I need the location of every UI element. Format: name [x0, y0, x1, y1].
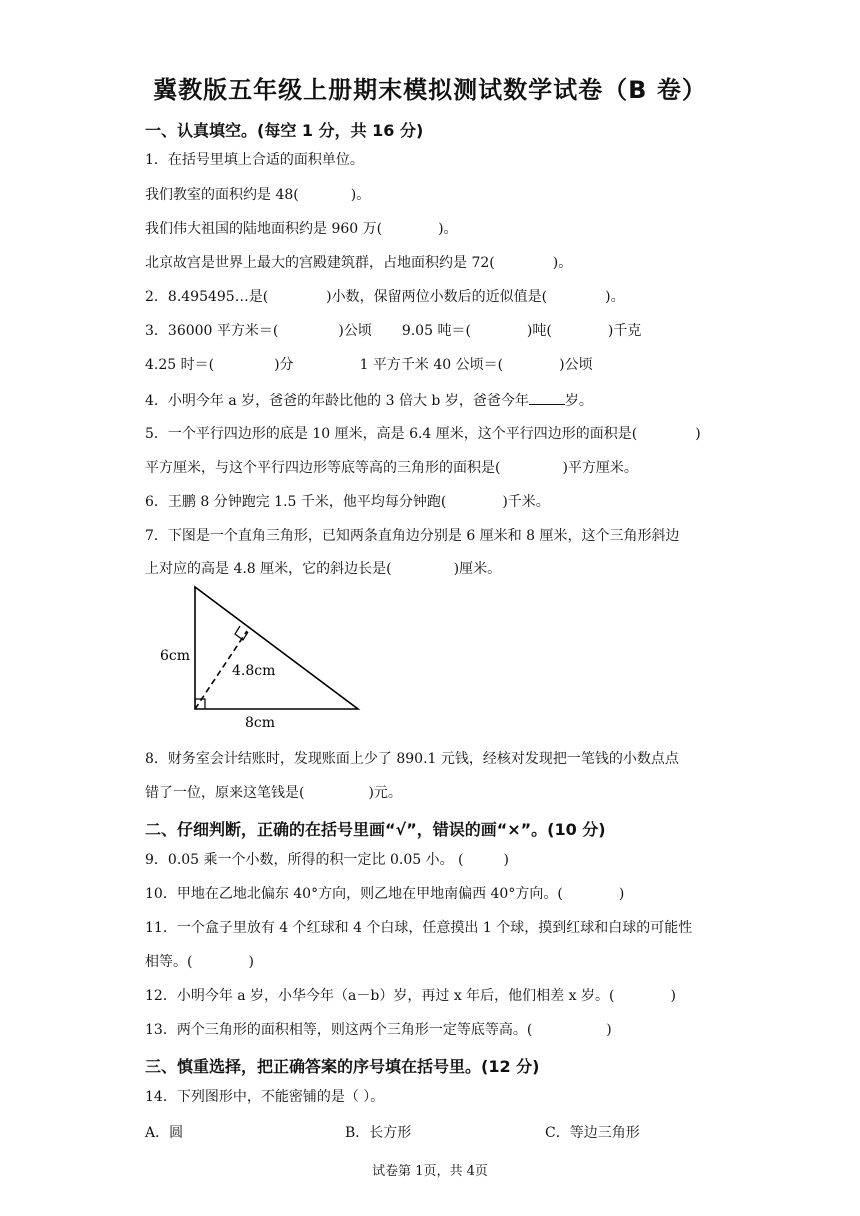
q3-b2: )吨(: [526, 323, 552, 339]
q14-option-c[interactable]: C．等边三角形: [545, 1125, 640, 1141]
q3-c2: )分: [274, 357, 294, 373]
q1-c: [145, 254, 572, 272]
label-8cm: 8cm: [245, 715, 276, 731]
q14-option-a[interactable]: A．圆: [145, 1125, 184, 1141]
q6: [145, 493, 550, 511]
q7-line2: [145, 560, 501, 578]
q7-l2-pre: 上对应的高是 4.8 厘米，它的斜边长是(: [145, 561, 392, 577]
q1-a-pre: 我们教室的面积约是 48(: [145, 187, 299, 203]
q11-l2-pre: 相等。(: [145, 954, 193, 970]
q8-l2-pre: 错了一位，原来这笔钱是(: [145, 785, 305, 801]
q2: [145, 288, 625, 306]
q11-l2-post: ): [248, 954, 254, 970]
q5-l1-post: ): [695, 426, 701, 442]
q3-d1: 1 平方千米 40 公顷＝(: [359, 357, 504, 373]
q14-stem: 14．下列图形中，不能密铺的是（ ）。: [145, 1089, 385, 1105]
q1-b: [145, 220, 458, 238]
q9: [145, 851, 509, 869]
q1-a: [145, 186, 370, 204]
q3-c1: 4.25 时＝(: [145, 357, 215, 373]
label-4-8cm: 4.8cm: [232, 663, 276, 679]
q5-l2-pre: 平方厘米，与这个平行四边形等底等高的三角形的面积是(: [145, 460, 501, 476]
q5-l2-post: )平方厘米。: [562, 460, 638, 476]
q7-l2-post: )厘米。: [453, 561, 502, 577]
q4-part2: 岁。: [564, 393, 593, 409]
exam-title: 冀教版五年级上册期末模拟测试数学试卷（B 卷）: [153, 76, 707, 104]
q3-a1: 3．36000 平方米＝(: [145, 323, 279, 339]
q10-post: ): [618, 886, 625, 902]
q2-part3: )。: [605, 289, 625, 305]
q3-b1: 9.05 吨＝(: [401, 323, 471, 339]
q5-line1: [145, 425, 701, 443]
q3-a2: )公顷: [338, 323, 372, 339]
q9-post: ): [503, 852, 509, 868]
q1-c-post: )。: [552, 255, 573, 271]
section-3-heading: 三、慎重选择，把正确答案的序号填在括号里。(12 分): [145, 1057, 540, 1076]
q3-b3: )千克: [607, 323, 642, 339]
q3-row1: [145, 322, 641, 340]
q4: [145, 390, 593, 410]
triangle-outline: [195, 587, 358, 709]
q2-part1: 2．8.495495…是(: [145, 289, 269, 305]
section-2-heading: 二、仔细判断，正确的在括号里画“√”，错误的画“×”。(10 分): [145, 820, 606, 839]
right-triangle-figure: [155, 580, 370, 732]
q3-d2: )公顷: [559, 357, 593, 373]
q13: [145, 1021, 612, 1039]
q4-part1: 4．小明今年 a 岁，爸爸的年龄比他的 3 倍大 b 岁，爸爸今年: [145, 393, 529, 409]
q8-l2-post: )元。: [368, 785, 402, 801]
q6-pre: 6．王鹏 8 分钟跑完 1.5 千米，他平均每分钟跑(: [145, 494, 447, 510]
q8-line2: [145, 784, 402, 802]
section-1-heading: 一、认真填空。(每空 1 分，共 16 分): [145, 121, 424, 140]
q14-option-b[interactable]: B．长方形: [345, 1125, 412, 1141]
q11-line1: 11．一个盒子里放有 4 个红球和 4 个白球，任意摸出 1 个球，摸到红球和白球的可能性: [145, 920, 693, 936]
q11-line2: [145, 953, 254, 971]
q12-pre: 12．小明今年 a 岁，小华今年（a－b）岁，再过 x 年后，他们相差 x 岁。(: [145, 988, 615, 1004]
q13-pre: 13．两个三角形的面积相等，则这两个三角形一定等底等高。(: [145, 1022, 533, 1038]
q9-pre: 9．0.05 乘一个小数，所得的积一定比 0.05 小。 (: [145, 852, 464, 868]
q4-underline-blank[interactable]: [529, 390, 565, 405]
q8-line1: 8．财务室会计结账时，发现账面上少了 890.1 元钱，经核对发现把一笔钱的小数点点: [145, 751, 679, 767]
q6-post: )千米。: [502, 494, 550, 510]
q12-post: ): [670, 988, 676, 1004]
label-6cm: 6cm: [160, 648, 191, 664]
q1-a-post: )。: [350, 187, 371, 203]
q10: [145, 885, 624, 903]
q2-part2: )小数，保留两位小数后的近似值是(: [326, 289, 548, 305]
q1-c-pre: 北京故宫是世界上最大的宫殿建筑群，占地面积约是 72(: [145, 255, 495, 271]
q13-post: ): [606, 1022, 612, 1038]
q1-stem: 1．在括号里填上合适的面积单位。: [145, 152, 364, 168]
q3-row2: [145, 356, 593, 374]
q1-b-pre: 我们伟大祖国的陆地面积约是 960 万(: [145, 221, 383, 237]
q7-line1: 7．下图是一个直角三角形，已知两条直角边分别是 6 厘米和 8 厘米，这个三角形斜边: [145, 528, 680, 544]
page-footer: 试卷第 1页，共 4页: [372, 1164, 488, 1179]
q10-pre: 10．甲地在乙地北偏东 40°方向，则乙地在甲地南偏西 40°方向。(: [145, 886, 563, 902]
q5-l1-pre: 5．一个平行四边形的底是 10 厘米，高是 6.4 厘米，这个平行四边形的面积是(: [145, 426, 638, 442]
q5-line2: [145, 459, 638, 477]
q1-b-post: )。: [438, 221, 458, 237]
q12: [145, 987, 676, 1005]
